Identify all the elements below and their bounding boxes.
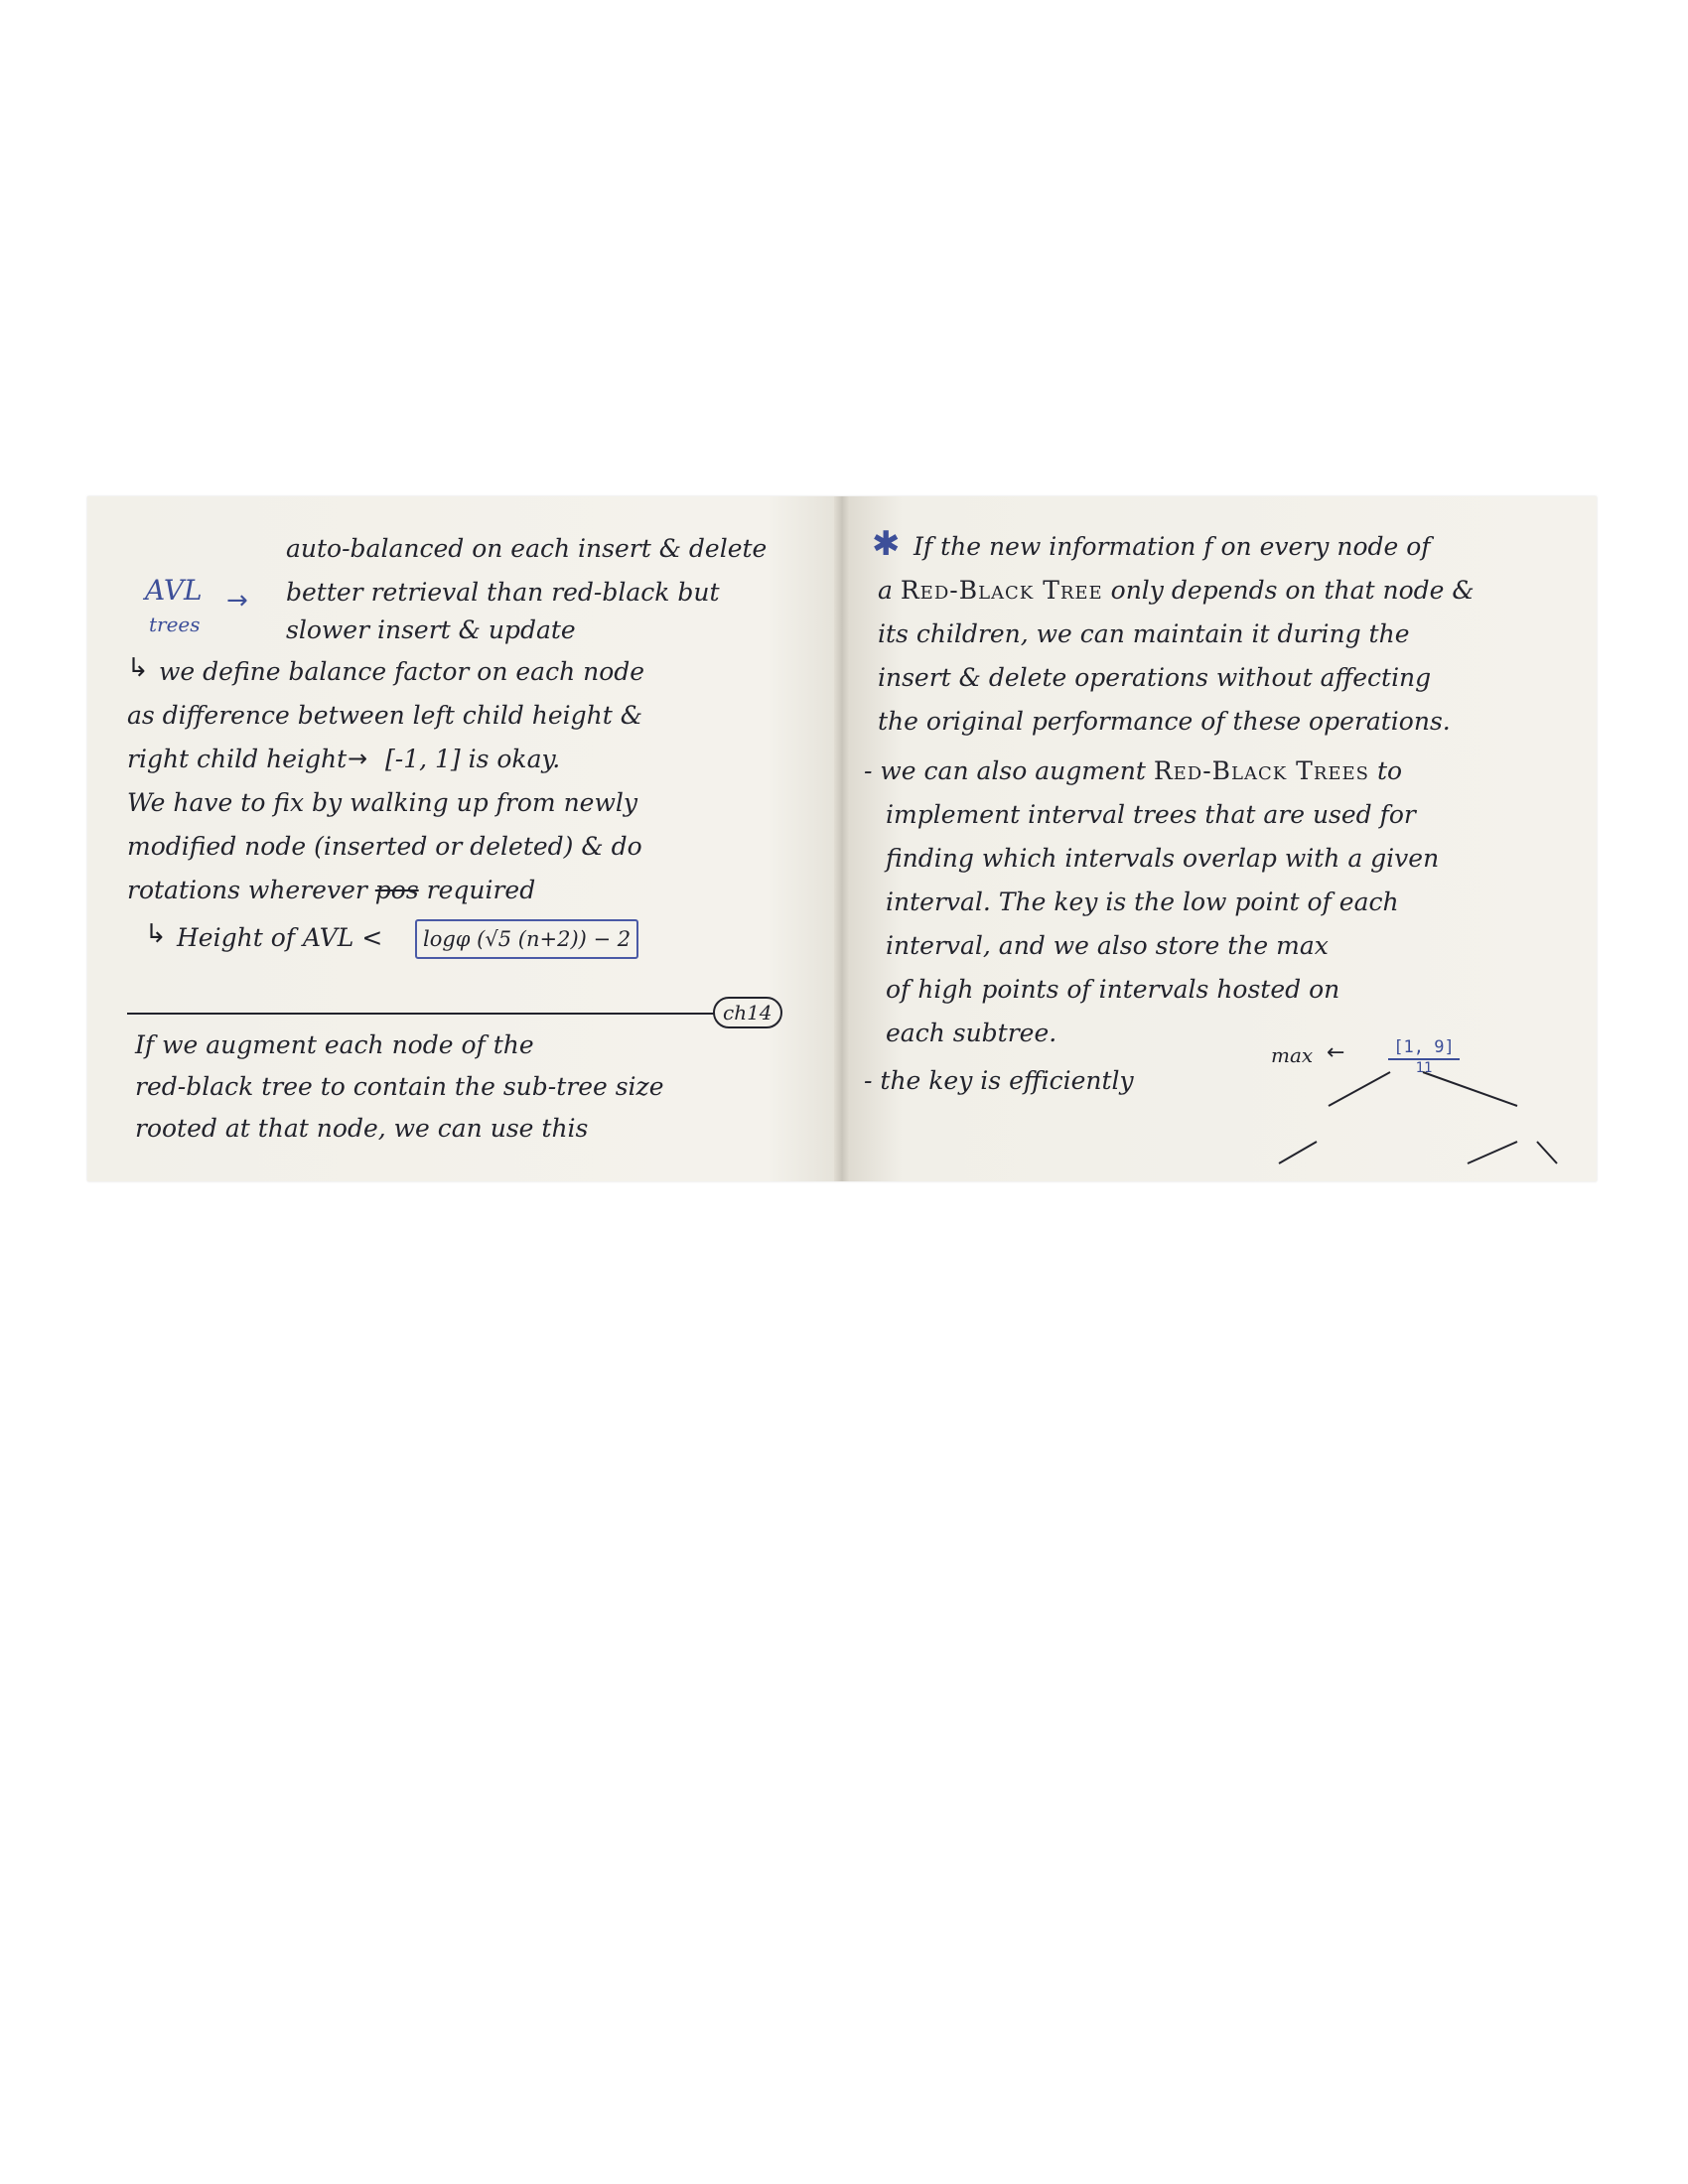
rb-line-2-suffix: only depends on that node & — [1110, 576, 1475, 605]
line-balance-factor-1: we define balance factor on each node — [159, 657, 645, 686]
page-gutter — [834, 496, 850, 1181]
line-balance-factor-2: as difference between left child height & — [127, 701, 642, 730]
tree-node-root — [1388, 1036, 1460, 1076]
interval-line: each subtree. — [886, 1019, 1057, 1047]
height-formula-box: logφ (√5 (n+2)) − 2 — [415, 919, 638, 959]
rb-line-1: If the new information f on every node of — [914, 532, 1431, 561]
right-arrow-icon: → — [348, 745, 368, 772]
augment-line: red-black tree to contain the sub-tree size — [135, 1072, 664, 1101]
chapter-tag: ch14 — [713, 997, 782, 1028]
rb-line-4: insert & delete operations without affecting — [878, 663, 1432, 692]
tree-node-max: 11 — [1415, 1060, 1433, 1076]
interval-line-1 — [864, 756, 1402, 786]
asterisk-icon: ✱ — [872, 524, 901, 564]
left-arrow-icon: ← — [1327, 1040, 1345, 1065]
tree-edge — [1423, 1072, 1517, 1106]
trees-label: trees — [149, 613, 201, 636]
rb-line-2-caps: Red-Black Tree — [900, 576, 1103, 605]
tree-edge — [1279, 1142, 1317, 1163]
interval-line: interval, and we also store the max — [886, 931, 1329, 960]
rb-line-5: the original performance of these operations. — [878, 707, 1451, 736]
tree-edge — [1537, 1142, 1557, 1163]
right-arrow-icon: → — [226, 586, 248, 615]
interval-line-1-caps: Red-Black Trees — [1153, 756, 1369, 785]
interval-line-1-suffix: to — [1376, 756, 1403, 785]
notebook-spread — [87, 496, 1597, 1181]
line-balance-factor-3: right child height — [127, 745, 348, 773]
line-fix-3 — [127, 876, 535, 905]
turn-arrow-icon: ↳ — [145, 919, 167, 949]
tree-edge — [1468, 1142, 1517, 1163]
augment-line: rooted at that node, we can use this — [135, 1114, 589, 1143]
line-better-retrieval: better retrieval than red-black but — [286, 578, 720, 607]
struck-word: pos — [374, 876, 419, 904]
line-slower-insert: slower insert & update — [286, 615, 576, 644]
line-fix-3-end: required — [426, 876, 536, 904]
interval-line-1-prefix: - we can also augment — [864, 756, 1146, 785]
interval-line: of high points of intervals hosted on — [886, 975, 1340, 1004]
rb-line-2-prefix: a — [878, 576, 893, 605]
turn-arrow-icon: ↳ — [127, 653, 149, 683]
rb-line-3: its children, we can maintain it during the — [878, 619, 1410, 648]
tree-node-interval: [1, 9] — [1388, 1036, 1460, 1060]
line-fix-3-text: rotations wherever — [127, 876, 367, 904]
augment-line: If we augment each node of the — [135, 1030, 534, 1059]
height-prefix: Height of AVL < — [177, 923, 383, 952]
section-divider — [127, 1013, 773, 1015]
interval-line: implement interval trees that are used for — [886, 800, 1416, 829]
avl-label: AVL — [145, 574, 203, 607]
rb-line-2 — [878, 576, 1475, 606]
line-fix-1: We have to fix by walking up from newly — [127, 788, 637, 817]
line-fix-2: modified node (inserted or deleted) & do — [127, 832, 642, 861]
tree-max-label: max — [1271, 1043, 1314, 1067]
interval-line: interval. The key is the low point of each — [886, 887, 1399, 916]
line-auto-balanced: auto-balanced on each insert & delete — [286, 534, 768, 563]
right-page — [842, 496, 1597, 1181]
key-line-1: - the key is efficiently — [864, 1066, 1134, 1095]
tree-edge — [1329, 1072, 1390, 1106]
range-ok: [-1, 1] is okay. — [385, 745, 561, 773]
left-page — [87, 496, 842, 1181]
interval-line: finding which intervals overlap with a given — [886, 844, 1440, 873]
